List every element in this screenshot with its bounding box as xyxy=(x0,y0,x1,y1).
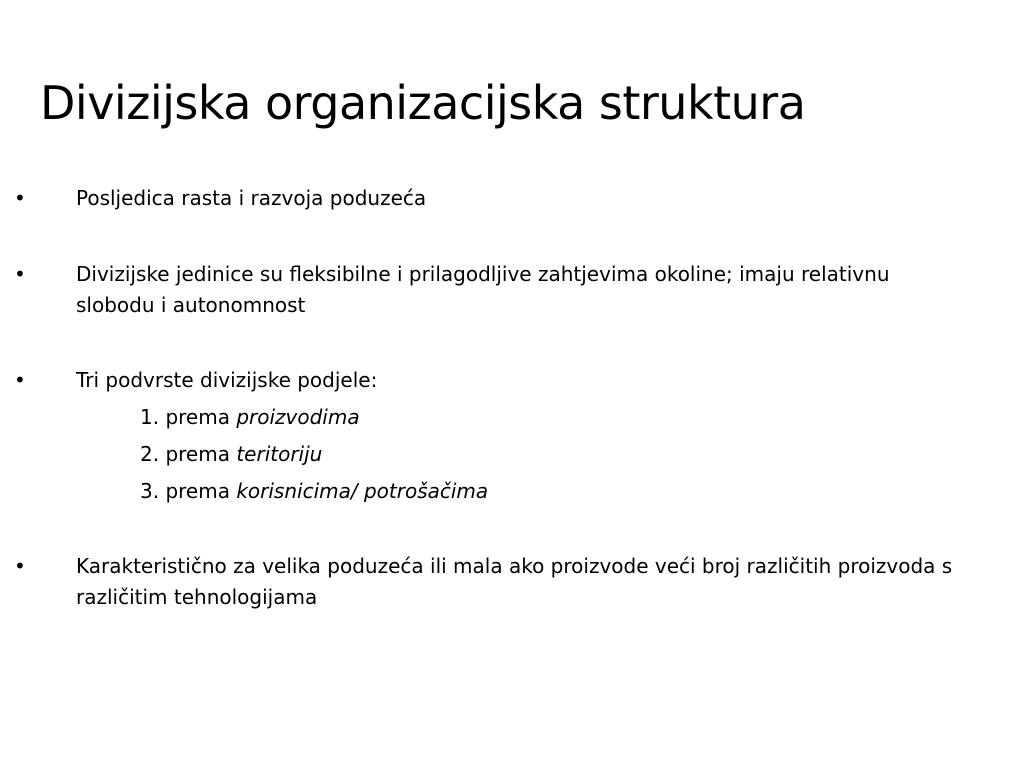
sub-item-prefix: 1. prema xyxy=(140,405,237,429)
sub-item-emphasis: korisnicima/ potrošačima xyxy=(236,479,489,503)
bullet-text: Tri podvrste divizijske podjele: xyxy=(76,368,378,392)
sub-item-prefix: 3. prema xyxy=(140,479,237,503)
bullet-dot-icon: • xyxy=(14,262,26,286)
sub-item xyxy=(140,402,360,433)
bullet-dot-icon: • xyxy=(14,368,26,392)
sub-item xyxy=(140,476,488,507)
sub-item-emphasis: teritoriju xyxy=(236,442,323,466)
sub-item-prefix: 2. prema xyxy=(140,442,237,466)
bullet-text: Karakteristično za velika poduzeća ili mala ako proizvode veći broj različitih proizvoda s različitim tehnologijama xyxy=(76,554,953,609)
bullet-dot-icon: • xyxy=(14,186,26,210)
bullet-text: Divizijske jedinice su fleksibilne i prilagodljive zahtjevima okoline; imaju relativnu slobodu i autonomnost xyxy=(76,262,890,317)
bullet-dot-icon: • xyxy=(14,554,26,578)
slide-title: Divizijska organizacijska struktura xyxy=(40,76,806,130)
sub-item-emphasis: proizvodima xyxy=(236,405,360,429)
sub-item xyxy=(140,439,322,470)
bullet-text: Posljedica rasta i razvoja poduzeća xyxy=(76,186,427,210)
